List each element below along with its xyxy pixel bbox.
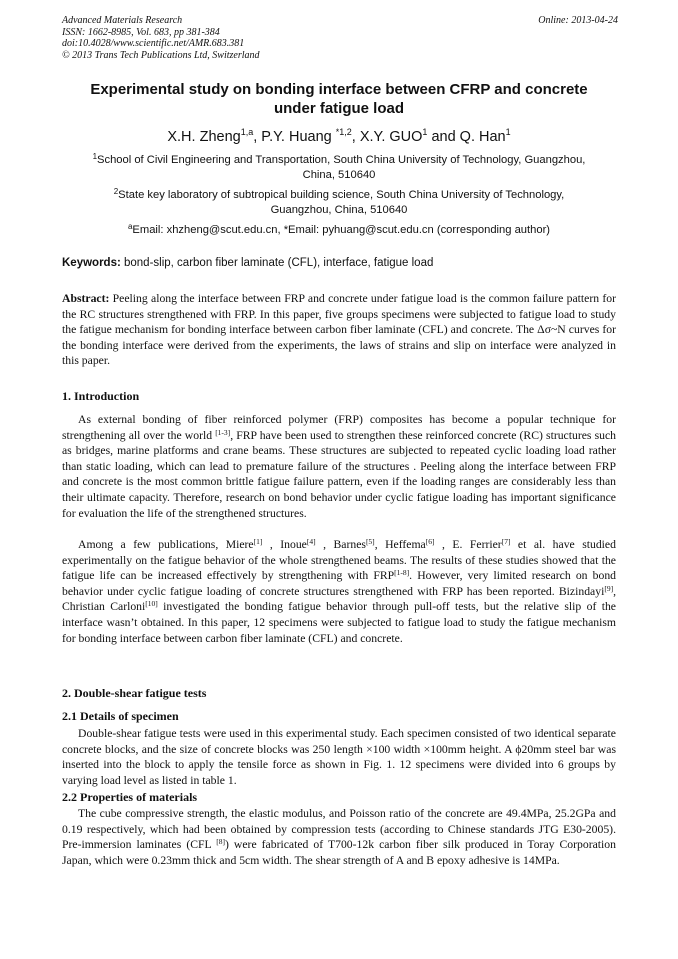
materials-paragraph [62, 806, 616, 868]
body-text: Among a few publications, Miere [78, 538, 254, 551]
title-line-1: Experimental study on bonding interface between CFRP and concrete [90, 81, 588, 98]
author-affil-mark: *1,2 [335, 127, 352, 137]
affil-text: State key laboratory of subtropical building science, South China University of Technology, [118, 189, 565, 201]
affil-text: Guangzhou, China, 510640 [270, 204, 408, 216]
author-name: X.H. Zheng [167, 129, 241, 145]
affil-mark: 2 [113, 187, 119, 196]
affil-text: School of Civil Engineering and Transportation, South China University of Technology, Guangzhou, [97, 154, 586, 166]
author-separator: , [351, 129, 360, 145]
subsection-heading-materials: 2.2 Properties of materials [62, 790, 198, 804]
abstract [62, 291, 616, 369]
body-text: ) were fabricated of T700-12k carbon fiber silk produced in Toray Corporation Japan, which were 0.23mm thick and 5cm width. The shear strength of A and B epoxy adhesive is 14MPa. [62, 838, 616, 867]
author-name: P.Y. Huang [261, 129, 336, 145]
citation: [10] [145, 599, 158, 609]
citation: [1-3] [215, 427, 231, 437]
online-date: Online: 2013-04-24 [538, 15, 618, 26]
section-heading-introduction: 1. Introduction [62, 389, 140, 403]
intro-paragraph-1 [62, 412, 616, 521]
journal-name: Advanced Materials Research [62, 15, 183, 26]
citation: [7] [501, 537, 511, 546]
affil-mark: 1 [92, 152, 98, 161]
keywords [62, 256, 616, 271]
keywords-label: Keywords: [62, 257, 121, 269]
issn-line: ISSN: 1662-8985, Vol. 683, pp 381-384 [62, 26, 220, 38]
body-text: , Heffema [374, 538, 426, 551]
body-text: investigated the bonding fatigue behavior through pull-off tests, but the relative slip of the interface wasn’t obtained. In this paper, 12 specimens were subjected to fatigue load to study the fatigue mechanism for bonding interface between carbon fiber laminate (CFL) and concrete. [62, 600, 616, 645]
journal-header [62, 15, 618, 61]
author-name: X.Y. GUO [359, 129, 423, 145]
body-text: , Christian Carloni [62, 584, 616, 614]
body-text: , Barnes [315, 538, 366, 551]
author-separator: and [427, 129, 460, 145]
body-text: , E. Ferrier [434, 538, 502, 551]
body-text: , Inoue [262, 538, 307, 551]
author-affil-mark: 1 [505, 127, 511, 137]
keywords-text: bond-slip, carbon fiber laminate (CFL), interface, fatigue load [120, 257, 434, 269]
body-text: . However, very limited research on bond behavior under cyclic fatigue loading of concrete structures strengthened with FRP has been reported. Bizindayi [62, 569, 617, 598]
intro-paragraph-2 [62, 537, 616, 646]
email-line [62, 219, 616, 238]
abstract-text: Peeling along the interface between FRP and concrete under fatigue load is the common failure pattern for the RC structures strengthened with FRP. In this paper, five groups specimens were subjected to fatigue load to study the fatigue mechanism for bonding interface between carbon fiber laminate (CFL) and concrete. The Δσ~N curves for the bonding interface were derived from the experiments, the laws of strains and slip on interface were analyzed in this paper. [62, 292, 616, 368]
citation: [4] [306, 537, 316, 546]
body-text: As external bonding of fiber reinforced polymer (FRP) composites has become a popular technique for strengthening all over the world [62, 413, 616, 442]
copyright-line: © 2013 Trans Tech Publications Ltd, Switzerland [62, 49, 260, 61]
author-name: Q. Han [459, 129, 506, 145]
citation: [8] [216, 837, 225, 847]
doi-line: doi:10.4028/www.scientific.net/AMR.683.381 [62, 38, 245, 49]
citation: [1] [253, 537, 263, 546]
specimen-paragraph [62, 726, 616, 788]
author-separator: , [253, 129, 262, 145]
affiliation-1 [62, 149, 616, 183]
email-text: Email: xhzheng@scut.edu.cn, *Email: pyhuang@scut.edu.cn (corresponding author) [132, 224, 551, 236]
abstract-label: Abstract: [62, 292, 110, 305]
title-line-2: under fatigue load [273, 100, 404, 117]
email-mark: a [127, 222, 133, 231]
citation: [6] [425, 537, 435, 546]
body-text: , FRP have been used to strengthen these reinforced concrete (RC) structures such as bridges, marine platforms and crane beams. These structures are subjected to repeated cyclic loading load rather than static loading, which can lead to premature failure of the structures . Peeling along the interface between FRP and concrete is the most common brittle fatigue failure pattern, even if the loading ranges are considerably less than their ultimate capacity. Therefore, research on bond behavior under cyclic fatigue loading has important significance for evaluation the life of the strengthened structures. [62, 428, 616, 520]
body-text: et al. have studied experimentally on the fatigue behavior of the whole strengthened beams. The results of these studies showed that the fatigue life can be increased effectively by strengthening with FRP [62, 538, 616, 583]
paper-title [62, 80, 616, 118]
author-affil-mark: 1 [422, 127, 428, 137]
subsection-heading-specimen: 2.1 Details of specimen [62, 709, 179, 723]
citation: [9] [604, 583, 614, 593]
body-text: The cube compressive strength, the elastic modulus, and Poisson ratio of the concrete are 49.4MPa, 25.2GPa and 0.19 respectively, which had been obtained by compression tests (according to Chinese standards JTG E30-2005). Pre-immersion laminates (CFL [62, 807, 616, 852]
citation: [5] [365, 537, 375, 546]
affil-text: China, 510640 [302, 169, 376, 181]
author-affil-mark: 1,a [240, 127, 254, 137]
author-list [62, 123, 616, 146]
section-heading-double-shear: 2. Double-shear fatigue tests [62, 686, 207, 700]
body-text: Double-shear fatigue tests were used in this experimental study. Each specimen consisted of two identical separate concrete blocks, and the size of concrete blocks was 250 length ×100 width ×100mm height. A ϕ20mm steel bar was inserted into the block to apply the tensile force as shown in Fig. 1. 12 specimens were divided into 6 groups by varying load level as listed in table 1. [62, 727, 616, 787]
affiliation-2 [62, 184, 616, 218]
citation: [1-8] [394, 568, 410, 578]
